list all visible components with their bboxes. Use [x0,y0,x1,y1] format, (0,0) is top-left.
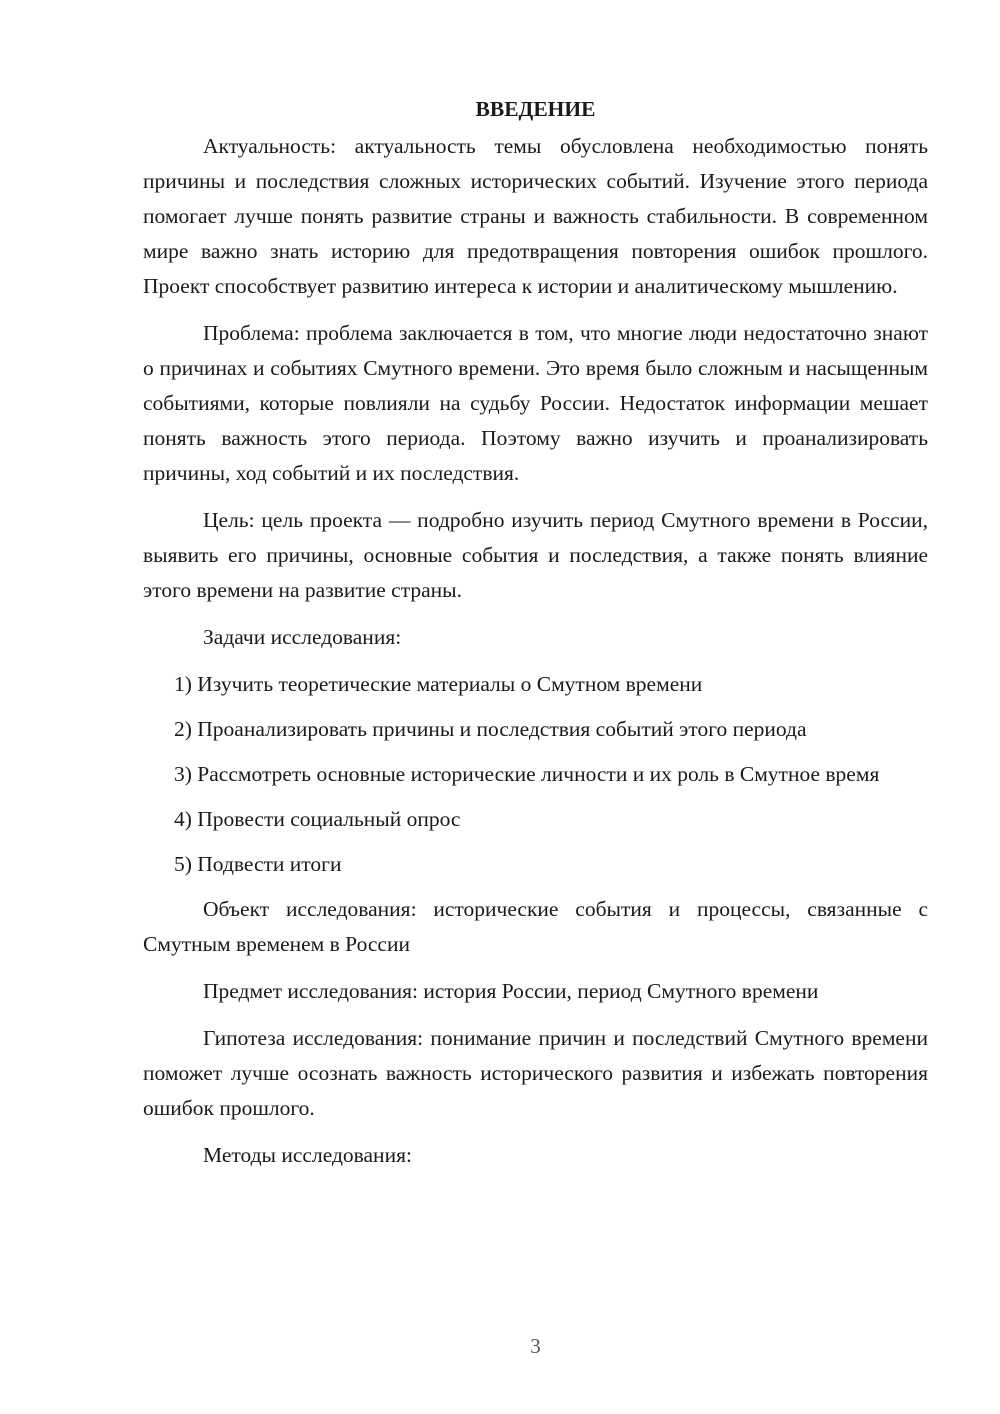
hypothesis-paragraph: Гипотеза исследования: понимание причин и последствий Смутного времени поможет лучше осознать важность исторического развития и избежать повторения ошибок прошлого. [143,1026,928,1120]
page-content [143,92,928,1185]
goal-paragraph: Цель: цель проекта — подробно изучить период Смутного времени в России, выявить его причины, основные события и последствия, а также понять влияние этого времени на развитие страны. [143,508,928,602]
task-item-2: 2) Проанализировать причины и последствия событий этого периода [174,717,807,741]
methods-paragraph: Методы исследования: [203,1143,412,1167]
task-item-5: 5) Подвести итоги [174,852,342,876]
section-heading: ВВЕДЕНИЕ [475,97,596,121]
relevance-paragraph: Актуальность: актуальность темы обусловлена необходимостью понять причины и последствия сложных исторических событий. Изучение этого периода помогает лучше понять развитие страны и важность стабильности. В современном мире важно знать историю для предотвращения повторения ошибок прошлого. Проект способствует развитию интереса к истории и аналитическому мышлению. [143,134,928,298]
task-item-3: 3) Рассмотреть основные исторические личности и их роль в Смутное время [174,762,880,786]
problem-paragraph: Проблема: проблема заключается в том, что многие люди недостаточно знают о причинах и событиях Смутного времени. Это время было сложным и насыщенным событиями, которые повлияли на судьбу России. Недостаток информации мешает понять важность этого периода. Поэтому важно изучить и проанализировать причины, ход событий и их последствия. [143,321,928,485]
tasks-heading-paragraph: Задачи исследования: [203,625,402,649]
task-item-4: 4) Провести социальный опрос [174,807,461,831]
task-item-1: 1) Изучить теоретические материалы о Смутном времени [174,672,703,696]
subject-paragraph: Предмет исследования: история России, период Смутного времени [203,979,819,1003]
page-number: 3 [530,1334,541,1358]
object-paragraph: Объект исследования: исторические события и процессы, связанные с Смутным временем в России [143,897,928,956]
